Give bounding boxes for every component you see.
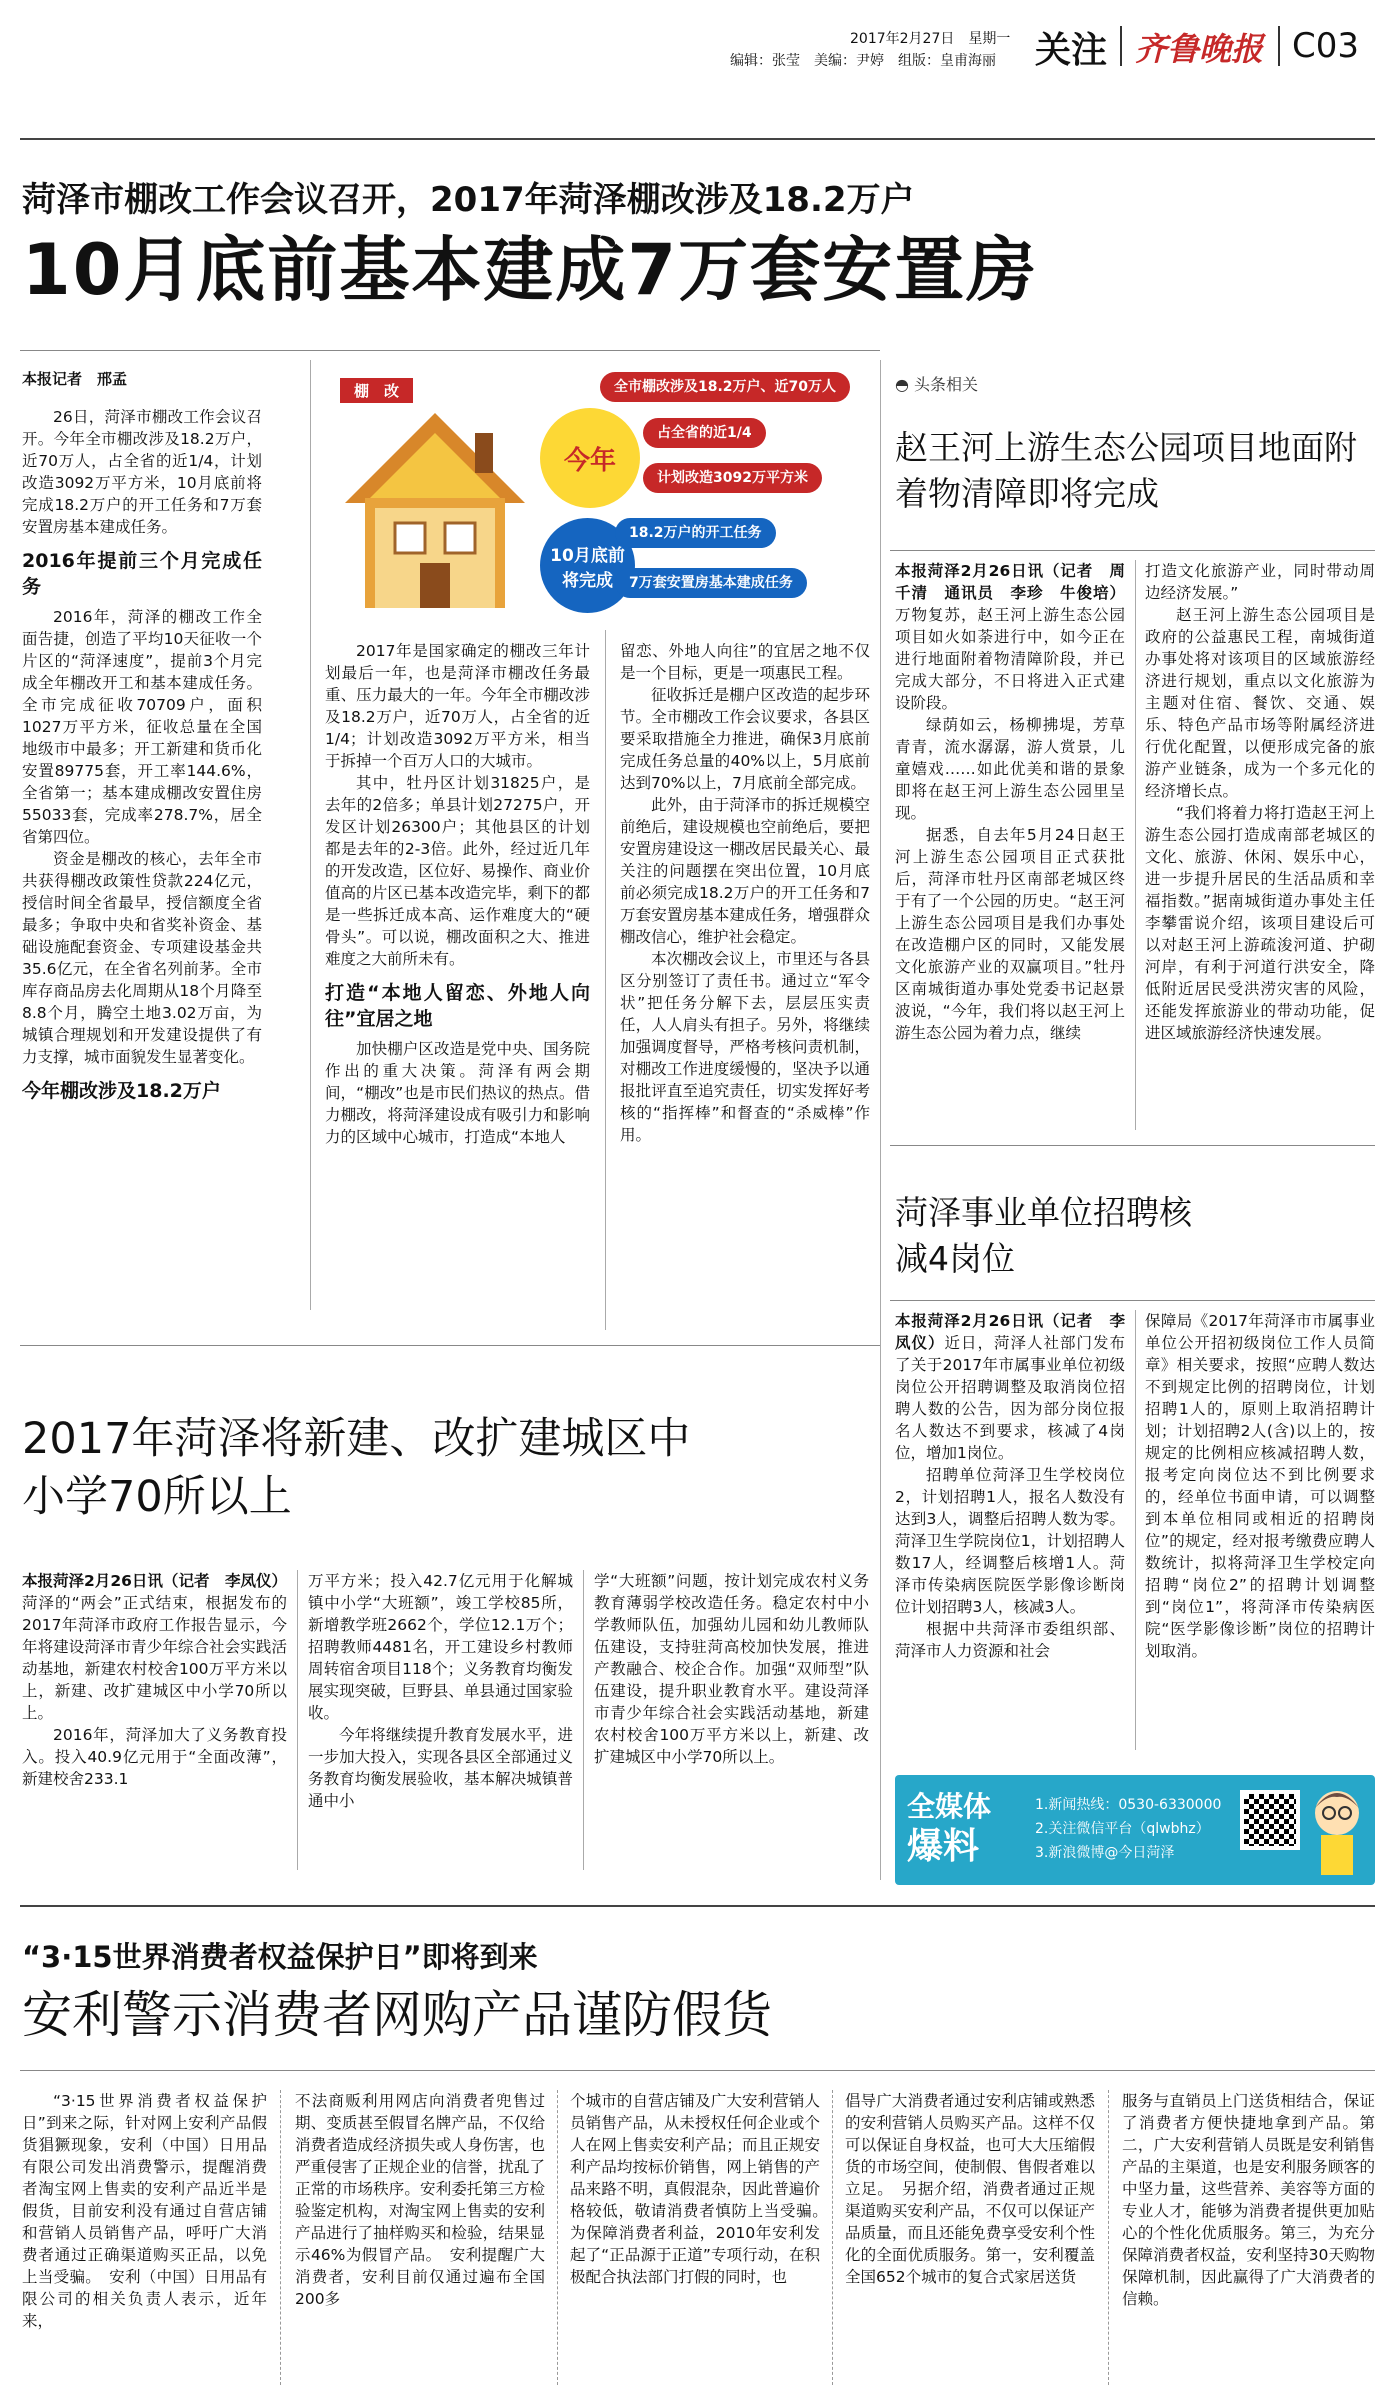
article1-col1	[22, 368, 262, 1110]
weibo: 3.新浪微博@今日菏泽	[1035, 1845, 1175, 1861]
paragraph: 资金是棚改的核心，去年全市共获得棚改政策性贷款224亿元，授信时间全省最早，授信额度全省最多；争取中央和省奖补资金、基础设施配套资金、专项建设基金共35.6亿元，在全省名列前茅。全市库存商品房去化周期从18个月降至8.8个月，腾空土地3.02万亩，为城镇合理规划和开发建设提供了有力支撑，城市面貌发生显著变化。	[22, 850, 262, 1066]
amway-col2	[295, 2090, 545, 2390]
article1-col2	[325, 640, 590, 1148]
paragraph: 此外，由于菏泽市的拆迁规模空前绝后，建设规模也空前绝后，要把安置房建设这一棚改居民最关心、最关注的问题摆在突出位置，10月底前必须完成18.2万户的开工任务和7万套安置房基本建成任务，增强群众棚改信心，维护社会稳定。	[620, 796, 870, 946]
paragraph: 打造文化旅游产业，同时带动周边经济发展。”	[1145, 562, 1375, 602]
paragraph: 2017年是国家确定的棚改三年计划最后一年，也是菏泽市棚改任务最重、压力最大的一年。今年全市棚改涉及18.2万户，近70万人，占全省的近1/4；计划改造3092万平方米，相当于拆掉一个百万人口的大城市。	[325, 642, 590, 770]
amway-col4	[845, 2090, 1095, 2390]
infographic	[325, 368, 870, 618]
info-item: 计划改造3092万平方米	[643, 463, 822, 493]
schools-col2	[308, 1570, 573, 1812]
paragraph: 保障局《2017年菏泽市市属事业单位公开招初级岗位工作人员简章》相关要求，按照“应聘人数达不到规定比例的招聘岗位，计划招聘1人的，原则上取消招聘计划；计划招聘2人(含)以上的，按规定的比例相应核减招聘人数，报考定向岗位达不到比例要求的，经单位书面申请，可以调整到本单位相同或相近的招聘岗位”的规定，经对报考缴费应聘人数统计，拟将菏泽卫生学校定向招聘“岗位2”的招聘计划调整到“岗位1”，将菏泽市传染病医院“医学影像诊断”岗位的招聘计划取消。	[1145, 1312, 1375, 1660]
paragraph: 学“大班额”问题，按计划完成农村义务教育薄弱学校改造任务。稳定农村中小学教师队伍，加强幼儿园和幼儿教师队伍建设，支持驻菏高校加快发展，推进产教融合、校企合作。加强“双师型”队伍建设，提升职业教育水平。建设菏泽市青少年综合社会实践活动基地，新建农村校舍100万平方米以上，新建、改扩建城区中小学70所以上。	[594, 1572, 869, 1766]
masthead	[0, 0, 1395, 140]
paragraph: 据悉，自去年5月24日赵王河上游生态公园项目正式获批后，菏泽市牡丹区南部老城区终于有了一个公园的历史。“赵王河上游生态公园项目是我们办事处在改造棚户区的同时，又能发展文化旅游产业的双赢项目。”牡丹区南城街道办事处党委书记赵景波说，“今年，我们将以赵王河上游生态公园为着力点，继续	[895, 826, 1125, 1042]
schools-col1: 本报菏泽2月26日讯（记者 李凤仪）菏泽的“两会”正式结束，根据发布的2017年菏泽市政府工作报告显示，今年将建设菏泽市青少年综合社会实践活动基地，新建农村校舍100万平方米以上，新建、改扩建城区中小学70所以上。 2016年，菏泽加大了义务教育投入。投入40.9亿元用于“全面改薄”，新建校舍233.1	[22, 1572, 287, 1788]
schools-headline: 2017年菏泽将新建、改扩建城区中小学70所以上	[22, 1414, 691, 1522]
info-item: 7万套安置房基本建成任务	[615, 568, 807, 598]
related-col2	[1145, 560, 1375, 1044]
paragraph: 服务与直销员上门送货相结合，保证了消费者方便快捷地拿到产品。第二，广大安利营销人员既是安利销售产品的主渠道，也是安利服务顾客的中坚力量，这些营养、美容等方面的专业人才，能够为消费者提供更加贴心的个性化优质服务。第三，为充分保障消费者权益，安利坚持30天购物保障机制，因此赢得了广大消费者的信赖。	[1122, 2092, 1375, 2308]
paper-logo: 齐鲁晚报	[1135, 30, 1264, 68]
hotline: 1.新闻热线：0530-6330000	[1035, 1797, 1222, 1813]
amway-headline: 安利警示消费者网购产品谨防假货	[22, 1986, 772, 2044]
section-title: 关注	[1035, 30, 1108, 71]
article1-kicker: 菏泽市棚改工作会议召开，2017年菏泽棚改涉及18.2万户	[22, 180, 915, 220]
paragraph: “3·15世界消费者权益保护日”到来之际，针对网上安利产品假货猖獗现象，安利（中国）日用品有限公司发出消费警示，提醒消费者淘宝网上售卖的安利产品近半是假货，目前安利没有通过自营店铺和营销人员销售产品，呼吁广大消费者通过正确渠道购买正品，以免上当受骗。 安利（中国）日用品有限公司的相关负责人表示，近年来，	[22, 2092, 267, 2330]
related-col1: 本报菏泽2月26日讯（记者 周千清 通讯员 李珍 牛俊培）万物复苏，赵王河上游生态公园项目如火如荼进行中，如今正在进行地面附着物清障阶段，并已完成大部分，不日将进入正式建设阶段。 绿荫如云，杨柳拂堤，芳草青青，流水潺潺，游人赏景，儿童嬉戏……如此优美和谐的景象即将在赵王河上游生态公园里呈现。 据悉，自去年5月24日赵王河上游生态公园项目正式获批后，菏泽市牡丹区南部老城区终于有了一个公园的历史。“赵王河上游生态公园项目是我们办事处在改造棚户区的同时，又能发展文化旅游产业的双赢项目。”牡丹区南城街道办事处党委书记赵景波说，“今年，我们将以赵王河上游生态公园为着力点，继续	[895, 562, 1125, 1042]
qr-code-icon	[1240, 1790, 1300, 1850]
dateline: 本报菏泽2月26日讯（记者 李凤仪）	[895, 1312, 1125, 1352]
paragraph: 绿荫如云，杨柳拂堤，芳草青青，流水潺潺，游人赏景，儿童嬉戏……如此优美和谐的景象即将在赵王河上游生态公园里呈现。	[895, 716, 1125, 822]
subhead: 打造“本地人留恋、外地人向往”宜居之地	[325, 982, 590, 1030]
paragraph: “我们将着力将打造赵王河上游生态公园打造成南部老城区的文化、旅游、休闲、娱乐中心，进一步提升居民的生活品质和幸福指数。”据南城街道办事处主任李攀雷说介绍，该项目建设后可以对赵王河上游疏浚河道、护砌河岸，有利于河道行洪安全，降低附近居民受洪涝灾害的风险，还能发挥旅游业的带动功能，促进区域旅游经济快速发展。	[1145, 804, 1375, 1042]
banner-lines	[1035, 1793, 1221, 1865]
schools-col3	[594, 1570, 869, 1768]
paragraph: 不法商贩利用网店向消费者兜售过期、变质甚至假冒名牌产品，不仅给消费者造成经济损失或人身伤害，也严重侵害了正规企业的信誉，扰乱了正常的市场秩序。安利委托第三方检验鉴定机构，对淘宝网上售卖的安利产品进行了抽样购买和检验，结果显示46%为假冒产品。 安利提醒广大消费者，安利目前仅通过遍布全国200多	[295, 2092, 545, 2308]
cartoon-icon	[1307, 1783, 1367, 1878]
recruit-col2	[1145, 1310, 1375, 1662]
recruit-headline: 菏泽事业单位招聘核减4岗位	[895, 1193, 1192, 1278]
paragraph: 2016年，菏泽加大了义务教育投入。投入40.9亿元用于“全面改薄”，新建校舍233.1	[22, 1726, 287, 1788]
paragraph: 留恋、外地人向往”的宜居之地不仅是一个目标，更是一项惠民工程。	[620, 642, 870, 682]
tip-banner	[895, 1775, 1375, 1885]
info-item: 全市棚改涉及18.2万户、近70万人	[600, 372, 850, 402]
house-icon	[335, 403, 535, 613]
article1-headline: 10月底前基本建成7万套安置房	[22, 229, 1039, 311]
amway-kicker: “3·15世界消费者权益保护日”即将到来	[22, 1940, 538, 1974]
paragraph: 其中，牡丹区计划31825户，是去年的2倍多；单县计划27275户，开发区计划26300户；其他县区的计划都是去年的2-3倍。此外，经过近几年的开发改造，区位好、易操作、商业价值高的片区已基本改造完毕，剩下的都是一些拆迁成本高、运作难度大的“硬骨头”。可以说，棚改面积之大、推进难度之大前所未有。	[325, 774, 590, 968]
amway-col3	[570, 2090, 836, 2390]
paragraph: 2016年，菏泽的棚改工作全面告捷，创造了平均10天征收一个片区的“菏泽速度”，提前3个月完成全年棚改开工和基本建成任务。全市完成征收70709户，面积1027万平方米，征收总量在全国地级市中最多；开工新建和货币化安置89775套，开工率144.6%，全省第一；基本建成棚改安置住房55033套，完成率278.7%，居全省第四位。	[22, 608, 262, 846]
year-circle: 今年	[540, 408, 640, 508]
paragraph: 今年将继续提升教育发展水平，进一步加大投入，实现各县区全部通过义务教育均衡发展验收，基本解决城镇普通中小	[308, 1726, 573, 1810]
page-number: C03	[1292, 26, 1360, 66]
paragraph: 赵王河上游生态公园项目是政府的公益惠民工程，南城街道办事处将对该项目的区域旅游经济进行规划，重点以文化旅游为主题对住宿、餐饮、交通、娱乐、特色产品市场等附属经济进行优化配置，以便形成完备的旅游产业链条，成为一个多元化的经济增长点。	[1145, 606, 1375, 800]
deadline-circle: 10月底前将完成	[540, 518, 635, 613]
masthead-staff: 编辑：张莹 美编：尹婷 组版：皇甫海丽	[730, 53, 996, 69]
amway-col5	[1122, 2090, 1375, 2390]
masthead-date: 2017年2月27日 星期一	[850, 31, 1011, 47]
subhead: 今年棚改涉及18.2万户	[22, 1080, 221, 1102]
dateline: 本报菏泽2月26日讯（记者 李凤仪）	[22, 1572, 287, 1590]
banner-title: 全媒体 爆料	[907, 1790, 992, 1867]
subhead: 2016年提前三个月完成任务	[22, 550, 262, 598]
paragraph: 倡导广大消费者通过安利店铺或熟悉的安利营销人员购买产品。这样不仅可以保证自身权益，也可大大压缩假货的市场空间，使制假、售假者难以立足。 另据介绍，消费者通过正规渠道购买安利产品，不仅可以保证产品质量，而且还能免费享受安利个性化的全面优质服务。第一，安利覆盖全国652个城市的复合式家居送货	[845, 2092, 1095, 2286]
info-item: 18.2万户的开工任务	[615, 518, 776, 548]
infographic-tag: 棚 改	[340, 378, 413, 403]
info-item: 占全省的近1/4	[643, 418, 766, 448]
amway-col1	[22, 2090, 267, 2390]
paragraph: 万平方米；投入42.7亿元用于化解城镇中小学“大班额”，竣工学校85所，新增教学班2662个，学位12.1万个；招聘教师4481名，开工建设乡村教师周转宿舍项目118个；义务教育均衡发展实现突破，巨野县、单县通过国家验收。	[308, 1572, 573, 1722]
byline: 本报记者 邢孟	[22, 370, 128, 388]
paragraph: 本次棚改会议上，市里还与各县区分别签订了责任书。通过立“军令状”把任务分解下去，层层压实责任，人人肩头有担子。另外，将继续加强调度督导，严格考核问责机制，对棚改工作进度缓慢的，坚决予以通报批评直至追究责任，切实发挥好考核的“指挥棒”和督查的“杀威棒”作用。	[620, 950, 870, 1144]
wechat: 2.关注微信平台（qlwbhz）	[1035, 1821, 1210, 1837]
recruit-col1: 本报菏泽2月26日讯（记者 李凤仪）近日，菏泽人社部门发布了关于2017年市属事业单位初级岗位公开招聘调整及取消岗位招聘人数的公告，因为部分岗位报名人数达不到要求，核减了4岗位，增加1岗位。 招聘单位菏泽卫生学校岗位2，计划招聘1人，报名人数没有达到3人，调整后招聘人数为零。菏泽卫生学院岗位1，计划招聘人数17人，经调整后核增1人。菏泽市传染病医院医学影像诊断岗位计划招聘3人，核减3人。 根据中共菏泽市委组织部、菏泽市人力资源和社会	[895, 1312, 1125, 1660]
lead-paragraph: 26日，菏泽市棚改工作会议召开。今年全市棚改涉及18.2万户，近70万人，占全省的近1/4，计划改造3092万平方米，10月底前将完成18.2万户的开工任务和7万套安置房基本建成任务。	[22, 408, 262, 536]
dateline: 本报菏泽2月26日讯（记者 周千清 通讯员 李珍 牛俊培）	[895, 562, 1125, 602]
paragraph: 个城市的自营店铺及广大安利营销人员销售产品，从未授权任何企业或个人在网上售卖安利产品；而且正规安利产品均按标价销售，网上销售的产品来路不明，真假混杂，因此普遍价格较低，敬请消费者慎防上当受骗。 为保障消费者利益，2010年安利发起了“正品源于正道”专项行动，在积极配合执法部门打假的同时，也	[570, 2092, 836, 2286]
paragraph: 招聘单位菏泽卫生学校岗位2，计划招聘1人，报名人数没有达到3人，调整后招聘人数为零。菏泽卫生学院岗位1，计划招聘人数17人，经调整后核增1人。菏泽市传染病医院医学影像诊断岗位计划招聘3人，核减3人。	[895, 1466, 1125, 1616]
paragraph: 征收拆迁是棚户区改造的起步环节。全市棚改工作会议要求，各县区要采取措施全力推进，确保3月底前完成任务总量的40%以上，5月底前达到70%以上，7月底前全部完成。	[620, 686, 870, 792]
related-headline: 赵王河上游生态公园项目地面附着物清障即将完成	[895, 428, 1357, 513]
paragraph: 加快棚户区改造是党中央、国务院作出的重大决策。菏泽有两会期间，“棚改”也是市民们热议的热点。借力棚改，将菏泽建设成有吸引力和影响力的区域中心城市，打造成“本地人	[325, 1040, 590, 1146]
related-label: ◓ 头条相关	[895, 375, 979, 394]
paragraph: 根据中共菏泽市委组织部、菏泽市人力资源和社会	[895, 1620, 1125, 1660]
article1-col3	[620, 640, 870, 1146]
